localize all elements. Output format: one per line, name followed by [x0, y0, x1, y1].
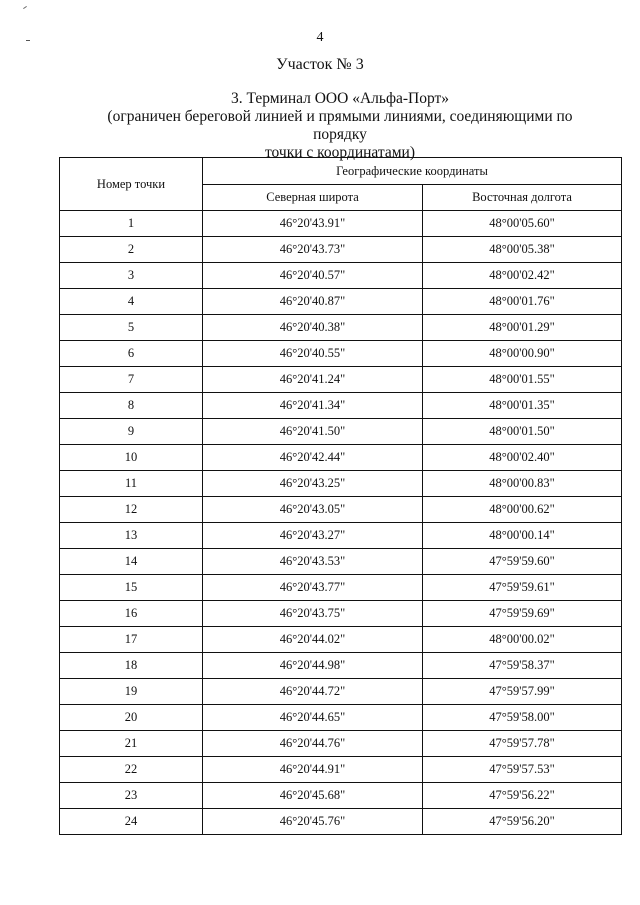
header-geo-coordinates: Географические координаты	[203, 158, 622, 185]
longitude-cell: 47°59'56.22"	[423, 783, 622, 809]
point-number-cell: 4	[60, 289, 203, 315]
table-row	[60, 393, 622, 419]
longitude-cell: 47°59'57.78"	[423, 731, 622, 757]
scan-speck	[23, 6, 27, 9]
header-latitude: Северная широта	[203, 185, 423, 211]
latitude-cell: 46°20'45.76"	[203, 809, 423, 835]
longitude-cell: 48°00'01.76"	[423, 289, 622, 315]
longitude-cell: 47°59'58.00"	[423, 705, 622, 731]
longitude-cell: 47°59'56.20"	[423, 809, 622, 835]
latitude-cell: 46°20'43.25"	[203, 471, 423, 497]
longitude-cell: 48°00'02.42"	[423, 263, 622, 289]
point-number-cell: 24	[60, 809, 203, 835]
table-row	[60, 809, 622, 835]
table-row	[60, 653, 622, 679]
table-row	[60, 263, 622, 289]
heading-line-1: 3. Терминал ООО «Альфа-Порт»	[230, 90, 450, 107]
table-row	[60, 315, 622, 341]
latitude-cell: 46°20'42.44"	[203, 445, 423, 471]
point-number-cell: 9	[60, 419, 203, 445]
table-row	[60, 341, 622, 367]
latitude-cell: 46°20'40.57"	[203, 263, 423, 289]
point-number-cell: 5	[60, 315, 203, 341]
latitude-cell: 46°20'44.91"	[203, 757, 423, 783]
table-row	[60, 211, 622, 237]
table-row	[60, 237, 622, 263]
latitude-cell: 46°20'43.05"	[203, 497, 423, 523]
table-row	[60, 497, 622, 523]
point-number-cell: 23	[60, 783, 203, 809]
latitude-cell: 46°20'40.55"	[203, 341, 423, 367]
longitude-cell: 47°59'59.61"	[423, 575, 622, 601]
table-row	[60, 627, 622, 653]
table-row	[60, 523, 622, 549]
point-number-cell: 3	[60, 263, 203, 289]
longitude-cell: 48°00'00.02"	[423, 627, 622, 653]
latitude-cell: 46°20'44.72"	[203, 679, 423, 705]
longitude-cell: 48°00'00.14"	[423, 523, 622, 549]
table-row	[60, 445, 622, 471]
point-number-cell: 13	[60, 523, 203, 549]
longitude-cell: 47°59'59.60"	[423, 549, 622, 575]
longitude-cell: 47°59'57.99"	[423, 679, 622, 705]
longitude-cell: 48°00'00.83"	[423, 471, 622, 497]
point-number-cell: 1	[60, 211, 203, 237]
longitude-cell: 48°00'01.35"	[423, 393, 622, 419]
longitude-cell: 48°00'05.60"	[423, 211, 622, 237]
longitude-cell: 47°59'59.69"	[423, 601, 622, 627]
latitude-cell: 46°20'43.53"	[203, 549, 423, 575]
latitude-cell: 46°20'43.75"	[203, 601, 423, 627]
latitude-cell: 46°20'43.91"	[203, 211, 423, 237]
table-row	[60, 549, 622, 575]
latitude-cell: 46°20'40.38"	[203, 315, 423, 341]
longitude-cell: 48°00'02.40"	[423, 445, 622, 471]
table-row	[60, 471, 622, 497]
point-number-cell: 12	[60, 497, 203, 523]
point-number-cell: 22	[60, 757, 203, 783]
point-number-cell: 17	[60, 627, 203, 653]
latitude-cell: 46°20'40.87"	[203, 289, 423, 315]
longitude-cell: 48°00'01.55"	[423, 367, 622, 393]
point-number-cell: 16	[60, 601, 203, 627]
point-number-cell: 18	[60, 653, 203, 679]
point-number-cell: 10	[60, 445, 203, 471]
longitude-cell: 47°59'57.53"	[423, 757, 622, 783]
latitude-cell: 46°20'41.34"	[203, 393, 423, 419]
table-row	[60, 601, 622, 627]
longitude-cell: 48°00'01.50"	[423, 419, 622, 445]
latitude-cell: 46°20'44.65"	[203, 705, 423, 731]
coordinates-table	[59, 157, 622, 835]
longitude-cell: 47°59'58.37"	[423, 653, 622, 679]
longitude-cell: 48°00'05.38"	[423, 237, 622, 263]
point-number-cell: 7	[60, 367, 203, 393]
section-title: Участок № 3	[276, 56, 364, 73]
point-number-cell: 15	[60, 575, 203, 601]
page-number: 4	[316, 30, 324, 45]
table-row	[60, 705, 622, 731]
point-number-cell: 11	[60, 471, 203, 497]
header-longitude: Восточная долгота	[423, 185, 622, 211]
table-row	[60, 679, 622, 705]
table-row	[60, 419, 622, 445]
table-row	[60, 757, 622, 783]
latitude-cell: 46°20'44.02"	[203, 627, 423, 653]
latitude-cell: 46°20'45.68"	[203, 783, 423, 809]
table-row	[60, 289, 622, 315]
point-number-cell: 14	[60, 549, 203, 575]
longitude-cell: 48°00'00.90"	[423, 341, 622, 367]
point-number-cell: 2	[60, 237, 203, 263]
longitude-cell: 48°00'01.29"	[423, 315, 622, 341]
longitude-cell: 48°00'00.62"	[423, 497, 622, 523]
point-number-cell: 20	[60, 705, 203, 731]
table-row	[60, 575, 622, 601]
table-row	[60, 731, 622, 757]
heading-line-3: точки с координатами)	[264, 144, 416, 161]
point-number-cell: 21	[60, 731, 203, 757]
latitude-cell: 46°20'44.76"	[203, 731, 423, 757]
latitude-cell: 46°20'43.77"	[203, 575, 423, 601]
table-row	[60, 783, 622, 809]
heading-line-2: (ограничен береговой линией и прямыми линиями, соединяющими по порядку	[107, 108, 573, 143]
point-number-cell: 8	[60, 393, 203, 419]
point-number-cell: 6	[60, 341, 203, 367]
document-heading	[80, 90, 600, 162]
latitude-cell: 46°20'41.50"	[203, 419, 423, 445]
point-number-cell: 19	[60, 679, 203, 705]
table-row	[60, 367, 622, 393]
header-point-number: Номер точки	[60, 158, 203, 211]
latitude-cell: 46°20'41.24"	[203, 367, 423, 393]
latitude-cell: 46°20'43.73"	[203, 237, 423, 263]
latitude-cell: 46°20'43.27"	[203, 523, 423, 549]
latitude-cell: 46°20'44.98"	[203, 653, 423, 679]
